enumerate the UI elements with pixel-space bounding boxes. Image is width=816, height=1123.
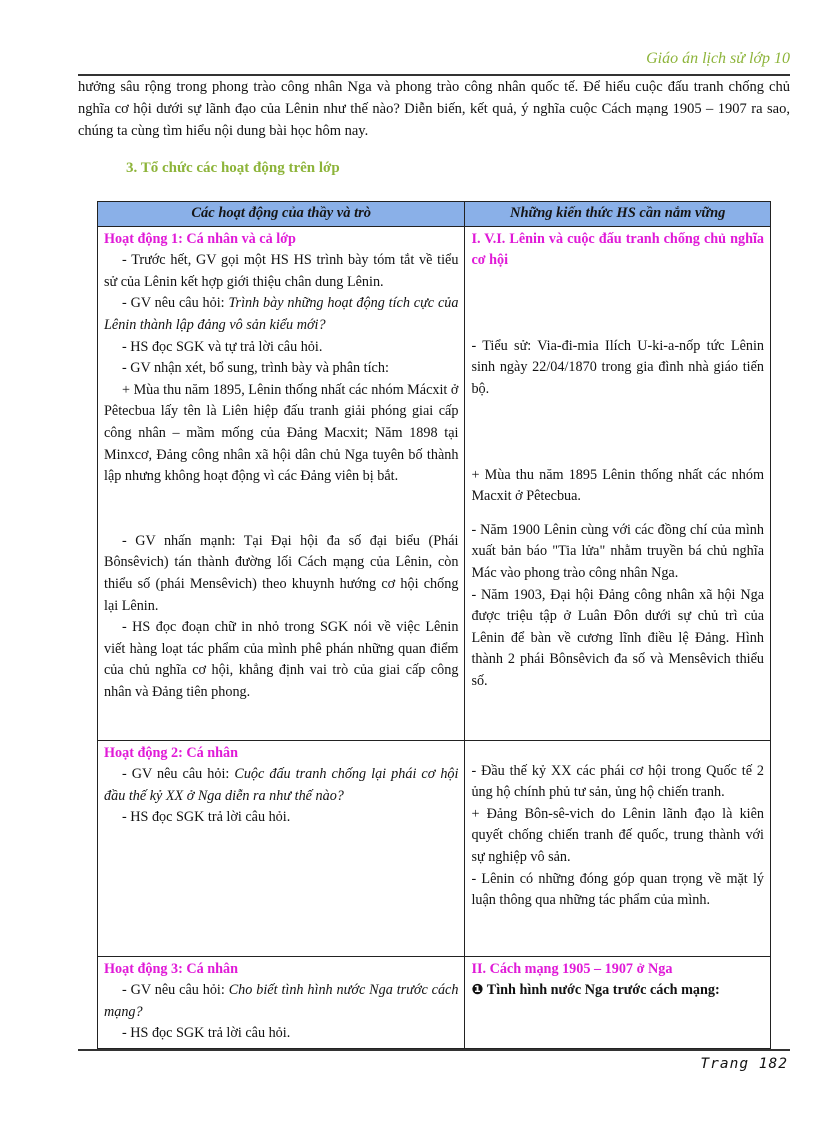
intro-paragraph: hưởng sâu rộng trong phong trào công nhân Nga và phong trào công nhân quốc tế. Để hiểu cuộc đấu tranh chống chủ nghĩa cơ hội dưới sự lãnh đạo của Lênin như thế nào? Diễn biến, kết quả, ý nghĩa cuộc Cách mạng 1905 – 1907 ra sao, chúng ta cùng tìm hiểu nội dung bài học hôm nay. <box>78 79 790 139</box>
activity-question: - GV nêu câu hỏi: Cuộc đấu tranh chống lại phái cơ hội đầu thế kỷ XX ở Nga diễn ra như thế nào? <box>104 766 459 804</box>
page-footer <box>78 1049 790 1072</box>
activity-title: Hoạt động 3: Cá nhân <box>104 960 239 977</box>
activity-step: - GV nhận xét, bổ sung, trình bày và phân tích: <box>122 360 389 377</box>
knowledge-title: I. V.I. Lênin và cuộc đấu tranh chống chủ nghĩa cơ hội <box>471 230 764 269</box>
row1-knowledge <box>465 226 771 740</box>
knowledge-item: - Năm 1900 Lênin cùng với các đồng chí của mình xuất bản báo "Tia lửa" nhằm truyền bá chủ nghĩa Mác vào phong trào công nhân Nga. <box>471 521 764 581</box>
question-text: Cuộc đấu tranh chống lại phái cơ hội đầu thế kỷ XX ở Nga diễn ra như thế nào? <box>104 766 459 804</box>
page-header <box>78 48 790 76</box>
knowledge-item: - Lênin có những đóng góp quan trọng về mặt lý luận thông qua những tác phẩm của mình. <box>471 870 764 909</box>
row1-activities <box>98 226 465 740</box>
row3-knowledge <box>465 956 771 1048</box>
activity-step: - HS đọc SGK trả lời câu hỏi. <box>122 1025 291 1042</box>
row2-activities <box>98 740 465 956</box>
activity-title: Hoạt động 2: Cá nhân <box>104 744 239 761</box>
activity-question: - GV nêu câu hỏi: Trình bày những hoạt động tích cực của Lênin thành lập đảng vô sản kiểu mới? <box>104 295 459 333</box>
activity-step: - HS đọc đoạn chữ in nhỏ trong SGK nói về việc Lênin viết hàng loạt tác phẩm của mình phê phán những quan điểm của chủ nghĩa cơ hội, khẳng định vai trò của giai cấp công nhân và Đảng tiên phong. <box>104 619 459 700</box>
activity-step: - HS đọc SGK trả lời câu hỏi. <box>122 809 291 826</box>
number-one-bullet-icon: ❶ <box>471 982 484 999</box>
table-row <box>98 226 771 740</box>
activity-step: - Trước hết, GV gọi một HS HS trình bày tóm tắt về tiểu sử của Lênin kết hợp giới thiệu chân dung Lênin. <box>104 252 459 290</box>
table-row <box>98 956 771 1048</box>
knowledge-item: + Đảng Bôn-sê-vich do Lênin lãnh đạo là kiên quyết chống chiến tranh đế quốc, trung thành với sự nghiệp vô sản. <box>471 805 764 865</box>
table-header-row <box>98 202 771 227</box>
lesson-table <box>97 201 771 1049</box>
knowledge-title: II. Cách mạng 1905 – 1907 ở Nga <box>471 960 673 977</box>
table-row <box>98 740 771 956</box>
question-text: Cho biết tình hình nước Nga trước cách mạng? <box>104 982 459 1020</box>
knowledge-subtitle: ❶ Tình hình nước Nga trước cách mạng: <box>471 982 720 999</box>
header-activities: Các hoạt động của thầy và trò <box>98 202 465 227</box>
page-number: Trang 182 <box>700 1056 788 1072</box>
knowledge-item: - Năm 1903, Đại hội Đảng công nhân xã hội Nga được triệu tập ở Luân Đôn dưới sự chủ trì của Lênin để bàn về cương lĩnh điều lệ Đảng. Hình thành 2 phái Bônsêvich đa số và Mensêvich thiểu số. <box>471 586 764 689</box>
activity-step: + Mùa thu năm 1895, Lênin thống nhất các nhóm Mácxit ở Pêtecbua lấy tên là Liên hiệp đấu tranh giải phóng giai cấp công nhân – mầm mống của Đảng Macxit; Năm 1898 tại Minxcơ, Đảng công nhân xã hội dân chủ Nga tuyên bố thành lập nhưng không hoạt động vì các Đảng viên bị bắt. <box>104 381 459 485</box>
header-knowledge: Những kiến thức HS cần nắm vững <box>465 202 771 227</box>
activity-step: - GV nhấn mạnh: Tại Đại hội đa số đại biểu (Phái Bônsêvich) tán thành đường lối Cách mạng của Lênin, còn thiểu số (phái Mensêvich) theo khuynh hướng cơ hội chống lại Lênin. <box>104 532 459 614</box>
knowledge-item: + Mùa thu năm 1895 Lênin thống nhất các nhóm Macxit ở Pêtecbua. <box>471 466 764 505</box>
knowledge-item: - Tiểu sử: Via-đi-mia Ilích U-ki-a-nốp tức Lênin sinh ngày 22/04/1870 trong gia đình nhà giáo tiến bộ. <box>471 337 764 397</box>
section-title: 3. Tổ chức các hoạt động trên lớp <box>126 160 340 176</box>
row3-activities <box>98 956 465 1048</box>
activity-title: Hoạt động 1: Cá nhân và cả lớp <box>104 230 296 247</box>
row2-knowledge <box>465 740 771 956</box>
knowledge-item: - Đầu thế kỷ XX các phái cơ hội trong Quốc tế 2 ủng hộ chính phủ tư sản, ủng hộ chiến tranh. <box>471 762 764 801</box>
activity-step: - HS đọc SGK và tự trả lời câu hỏi. <box>122 338 323 355</box>
question-text: Trình bày những hoạt động tích cực của Lênin thành lập đảng vô sản kiểu mới? <box>104 295 459 333</box>
activity-question: - GV nêu câu hỏi: Cho biết tình hình nước Nga trước cách mạng? <box>104 982 459 1020</box>
header-title: Giáo án lịch sử lớp 10 <box>646 50 790 67</box>
